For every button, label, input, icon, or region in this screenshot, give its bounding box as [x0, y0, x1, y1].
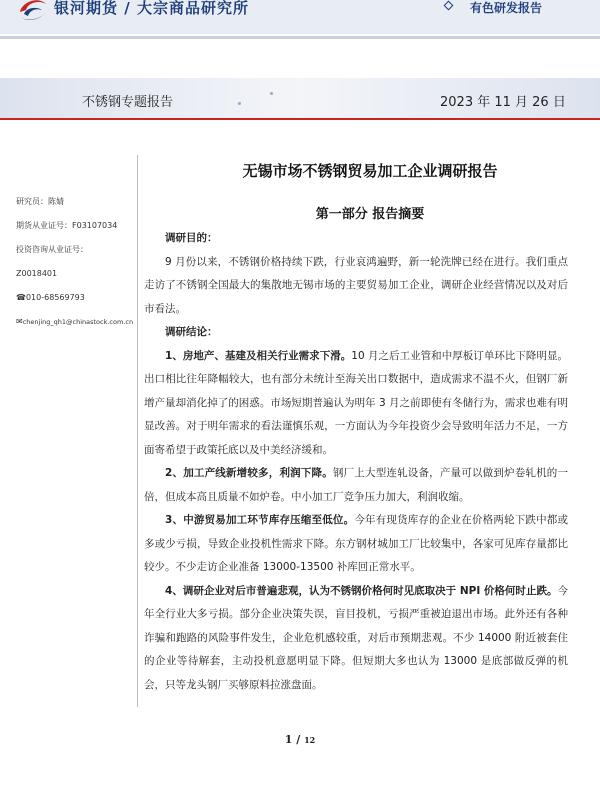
license-number: 期货从业证号：F03107034 [16, 221, 118, 230]
report-type: 不锈钢专题报告 [82, 95, 174, 110]
top-header-bar [0, 0, 600, 34]
brand-divider: / [124, 0, 137, 17]
conclusion-label: 调研结论： [165, 326, 218, 338]
conclusion-item [144, 462, 568, 509]
conclusion-item [144, 580, 568, 698]
researcher-name: 研究员：陈婧 [16, 197, 64, 206]
conclusion-lead: 3、中游贸易加工环节库存压缩至低位。 [165, 514, 355, 526]
conclusion-item [144, 509, 568, 580]
galaxy-logo-icon [18, 0, 48, 24]
email-address[interactable]: chenjing_qh1@chinastock.com.cn [22, 318, 134, 326]
email-line [16, 316, 134, 340]
conclusion-text: 钢厂上大型连轧设备，产量可以做到炉卷轧机的一倍，但成本高且质量不如炉卷。中小加工厂竞争压力加大，利润收缩。 [144, 467, 569, 503]
brand-name [54, 0, 249, 18]
advisor-label: 投资咨询从业证号： [16, 245, 88, 254]
conclusion-item [144, 345, 568, 463]
purpose-text: 9 月份以来，不锈钢价格持续下跌，行业哀鸿遍野，新一轮洗牌已经在进行。我们重点走访了不锈钢全国最大的集散地无锡市场的主要贸易加工企业，调研企业经营情况以及对后市看法。 [144, 255, 568, 315]
phone-number: 010-68569793 [25, 293, 85, 302]
conclusion-lead: 2、加工产线新增较多，利润下降。 [165, 467, 333, 479]
decor-dot [270, 92, 273, 95]
conclusion-text: 10 月之后工业管和中厚板订单环比下降明显。出口相比往年降幅较大，也有部分未统计至海关出口数据中，造成需求不温不火，但钢厂新增产量却消化掉了的困惑。市场短期普遍认为明年 3 月之前即使有冬储行为，需求也难有明显改善。对于明年需求的看法谨慎乐观，一方面认为今年投资少会导致明年活力不足，一方面寄希望于政策托底以及中美经济缓和。 [144, 349, 569, 456]
advisor-number: Z0018401 [16, 269, 58, 278]
current-page: 1 [284, 733, 293, 746]
page-number [0, 733, 600, 746]
page-separator: / [296, 733, 301, 746]
conclusion-lead: 1、房地产、基建及相关行业需求下滑。 [165, 349, 352, 362]
section-title: 第一部分 报告摘要 [315, 207, 425, 222]
header-divider [0, 36, 600, 39]
analyst-sidebar [16, 196, 134, 340]
conclusion-text: 今年有现货库存的企业在价格两轮下跌中都或多或少亏损，导致企业投机性需求下降。东方钢材城加工厂比较集中，各家可见库存量都比较少。不少走访企业准备 13000-13500 补库回正常水平。 [144, 514, 569, 573]
decor-dot [238, 102, 241, 105]
phone-line [16, 292, 134, 316]
banner-red-rule [0, 118, 600, 120]
report-body [144, 227, 568, 697]
conclusion-text: 今年全行业大多亏损。部分企业决策失误，盲目投机，亏损严重被迫退出市场。此外还有各种诈骗和跑路的风险事件发生，企业危机感较重，对后市预期悲观。不少 14000 附近被套住的企业等待解套，主动投机意愿明显下降。但短期大多也认为 13000 是底部做反弹的机会，只等龙头钢厂买够原料拉涨盘面。 [144, 584, 568, 691]
purpose-label: 调研目的： [165, 232, 218, 244]
email-icon: ✉ [16, 317, 23, 326]
conclusion-lead: 4、调研企业对后市普遍悲观，认为不锈钢价格何时见底取决于 NPI 价格何时止跌。 [165, 584, 558, 597]
report-title: 无锡市场不锈钢贸易加工企业调研报告 [242, 162, 498, 180]
diamond-icon [444, 1, 454, 11]
report-category: 有色研发报告 [470, 1, 543, 15]
brand-title: 银河期货 [54, 0, 119, 17]
sidebar-divider [137, 155, 138, 707]
brand-subtitle: 大宗商品研究所 [136, 0, 249, 17]
report-date: 2023 年 11 月 26 日 [440, 95, 566, 110]
phone-icon: ☎ [16, 293, 26, 302]
total-pages: 12 [304, 735, 316, 745]
report-banner [0, 78, 600, 120]
